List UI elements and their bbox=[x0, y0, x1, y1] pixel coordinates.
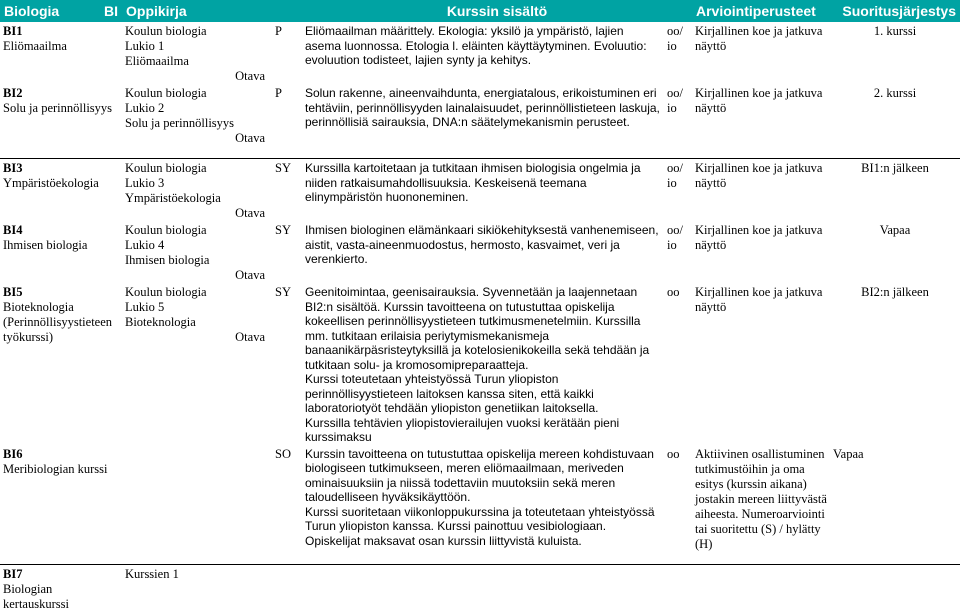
assessment-cell bbox=[692, 564, 830, 614]
type-cell: SY bbox=[275, 161, 291, 175]
publisher: Otava bbox=[235, 131, 265, 145]
content-text: Kurssilla kartoitetaan ja tutkitaan ihmisen biologisia ongelmia ja niiden ratkaisumahdollisuuksia. Keskeisenä teemana elinympäristön huononeminen. bbox=[305, 161, 641, 204]
order-cell: Vapaa bbox=[833, 446, 864, 461]
grading-cell: oo/ io bbox=[667, 161, 683, 190]
header-arviointi-suoritus bbox=[692, 0, 960, 22]
type-cell bbox=[272, 564, 302, 614]
course-name-cell bbox=[0, 22, 122, 84]
book-line: Ihmisen biologia bbox=[125, 253, 210, 267]
book-cell bbox=[122, 445, 272, 552]
course-name-cell bbox=[0, 221, 122, 283]
assessment-cell: Kirjallinen koe ja jatkuva näyttö bbox=[695, 24, 823, 53]
assessment-cell: Aktiivinen osallistuminen tutkimustöihin ja oma esitys (kurssin aikana) jostakin mereen liittyvästä aiheesta. Numeroarviointi tai suoritettu (S) / hylätty (H) bbox=[695, 446, 827, 551]
header-row bbox=[0, 0, 960, 22]
content-cell bbox=[302, 159, 664, 222]
content-cell bbox=[302, 221, 664, 283]
book-line: Koulun biologia bbox=[125, 161, 207, 175]
table-row bbox=[0, 221, 960, 283]
book-line: Lukio 4 bbox=[125, 238, 165, 252]
order-cell bbox=[830, 564, 960, 614]
book-line: Koulun biologia bbox=[125, 24, 207, 38]
table-row bbox=[0, 283, 960, 445]
row-separator bbox=[0, 146, 960, 159]
grading-cell: oo bbox=[667, 285, 680, 299]
content-text: Kurssin tavoitteena on tutustuttaa opiskelija mereen kohdistuvaan biologiseen tutkimukseen, meren eliömaailmaan, meriveden ominaisuuksiin ja niissä todettaviin muutoksiin sekä meren taloudelliseen hyväksikäyttöön. bbox=[305, 446, 654, 504]
content-text: Ihmisen biologinen elämänkaari sikiökehityksestä vanhenemiseen, aistit, vasta-aineenmuodostus, hermosto, kasvaimet, veri ja verenkierto. bbox=[305, 223, 659, 266]
content-cell bbox=[302, 84, 664, 146]
content-cell bbox=[302, 445, 664, 552]
order-cell: BI2:n jälkeen bbox=[861, 285, 929, 299]
grading-cell bbox=[664, 564, 692, 614]
grading-cell: oo/ io bbox=[667, 223, 683, 252]
content-text: Eliömaailman määrittely. Ekologia: yksilö ja ympäristö, lajien asema luonnossa. Etologia l. eläinten käyttäytyminen. Evoluutio: evoluution todisteet, lajien synty ja kehitys. bbox=[305, 24, 647, 67]
book-line: Lukio 5 bbox=[125, 300, 165, 314]
book-cell bbox=[122, 84, 272, 146]
course-name: Solu ja perinnöllisyys bbox=[3, 101, 113, 115]
book-line: Koulun biologia bbox=[125, 86, 207, 100]
course-name-cell bbox=[0, 445, 122, 552]
content-cell bbox=[302, 22, 664, 84]
grading-cell: oo/ io bbox=[667, 86, 683, 115]
course-code: BI1 bbox=[3, 24, 23, 38]
course-code: BI3 bbox=[3, 161, 23, 175]
book-cell bbox=[122, 283, 272, 445]
assessment-cell: Kirjallinen koe ja jatkuva näyttö bbox=[695, 86, 823, 115]
header-bi: BI bbox=[87, 0, 122, 22]
table-row bbox=[0, 84, 960, 146]
grading-cell: oo/ io bbox=[667, 24, 683, 53]
book-cell bbox=[122, 22, 272, 84]
publisher: Otava bbox=[235, 330, 265, 344]
order-cell: BI1:n jälkeen bbox=[861, 161, 929, 175]
header-oppikirja: Oppikirja bbox=[122, 0, 302, 22]
book-line: Lukio 3 bbox=[125, 176, 165, 190]
content-text: Kurssilla tehtävien yliopistovierailujen vuoksi kerätään pieni kurssimaksu bbox=[305, 415, 620, 444]
book-cell bbox=[122, 564, 272, 614]
content-cell bbox=[302, 283, 664, 445]
header-arviointi: Arviointiperusteet bbox=[696, 3, 816, 19]
type-cell: P bbox=[275, 24, 282, 38]
publisher: Otava bbox=[235, 268, 265, 282]
course-code: BI7 bbox=[3, 566, 23, 581]
content-text: Kurssi toteutetaan yhteistyössä Turun yliopiston perinnöllisyystieteen laitoksen kanssa siten, että kaikki laboratoriotyöt tehdään yliopiston genetiikan laitoksella. bbox=[305, 372, 599, 415]
course-name: Ihmisen biologia bbox=[3, 238, 88, 252]
book-line: Eliömaailma bbox=[125, 54, 189, 68]
assessment-cell: Kirjallinen koe ja jatkuva näyttö bbox=[695, 223, 823, 252]
book-line: Koulun biologia bbox=[125, 285, 207, 299]
course-name-cell bbox=[0, 283, 122, 445]
row-separator bbox=[0, 552, 960, 565]
book-line: Lukio 1 bbox=[125, 39, 165, 53]
course-code: BI6 bbox=[3, 446, 23, 461]
course-name: Ympäristöekologia bbox=[3, 176, 99, 190]
course-name-cell bbox=[0, 159, 122, 222]
order-cell: 1. kurssi bbox=[873, 24, 917, 38]
grading-cell: oo bbox=[667, 446, 680, 461]
course-name: Bioteknologia (Perinnöllisyystieteen työkurssi) bbox=[3, 300, 113, 344]
content-text: Solun rakenne, aineenvaihdunta, energiatalous, erikoistuminen eri tehtäviin, perinnöllisyyden lainalaisuudet, perinnöllistieteen laskuja, perinnöllisiä sairauksia, DNA:n säätelymekanismin perusteet. bbox=[305, 86, 660, 129]
type-cell: SY bbox=[275, 285, 291, 299]
table-row bbox=[0, 564, 960, 614]
content-text: Geenitoimintaa, geenisairauksia. Syvennetään ja laajennetaan BI2:n sisältöä. Kurssin tavoitteena on tutustuttaa opiskelija kokeellisen perinnöllisyystieteen tutkimusmenetelmiin. Kurssilla mm. tutkitaan erilaisia periytymismekanismeja banaanikärpäsristeytyksillä ja kotelosienikokeilla sekä tehdään ja tutkitaan solu- ja kromosomipreparaatteja. bbox=[305, 285, 650, 372]
header-suoritus: Suoritusjärjestys bbox=[842, 3, 957, 19]
book-line: Kurssien 1 bbox=[125, 566, 179, 581]
table-row bbox=[0, 22, 960, 84]
order-cell: Vapaa bbox=[879, 223, 911, 237]
course-name: Biologian kertauskurssi bbox=[3, 581, 69, 611]
content-cell bbox=[302, 564, 664, 614]
header-biologia: Biologia bbox=[0, 0, 87, 22]
book-line: Ympäristöekologia bbox=[125, 191, 221, 205]
publisher: Otava bbox=[235, 69, 265, 83]
content-text: Kurssi suoritetaan viikonloppukurssina ja toteutetaan yhteistyössä Turun yliopiston kanssa. Kurssi painottuu vesibiologiaan. Opiskelijat maksavat osan kurssin liittyvistä kuluista. bbox=[305, 504, 655, 548]
type-cell: SY bbox=[275, 223, 291, 237]
assessment-cell: Kirjallinen koe ja jatkuva näyttö bbox=[695, 161, 823, 190]
course-name-cell bbox=[0, 564, 122, 614]
table-row bbox=[0, 445, 960, 552]
book-line: Koulun biologia bbox=[125, 223, 207, 237]
order-cell: 2. kurssi bbox=[873, 86, 917, 100]
book-line: Bioteknologia bbox=[125, 315, 196, 329]
course-code: BI2 bbox=[3, 86, 23, 100]
type-cell: SO bbox=[275, 446, 291, 461]
assessment-cell: Kirjallinen koe ja jatkuva näyttö bbox=[695, 285, 823, 314]
book-line: Solu ja perinnöllisyys bbox=[125, 116, 235, 130]
course-code: BI4 bbox=[3, 223, 23, 237]
table-row bbox=[0, 159, 960, 222]
course-code: BI5 bbox=[3, 285, 23, 299]
course-name: Meribiologian kurssi bbox=[3, 461, 108, 476]
header-sisalto: Kurssin sisältö bbox=[302, 0, 692, 22]
course-name: Eliömaailma bbox=[3, 39, 67, 53]
book-cell bbox=[122, 159, 272, 222]
book-cell bbox=[122, 221, 272, 283]
course-name-cell bbox=[0, 84, 122, 146]
type-cell: P bbox=[275, 86, 282, 100]
publisher: Otava bbox=[235, 206, 265, 220]
book-line: Lukio 2 bbox=[125, 101, 165, 115]
